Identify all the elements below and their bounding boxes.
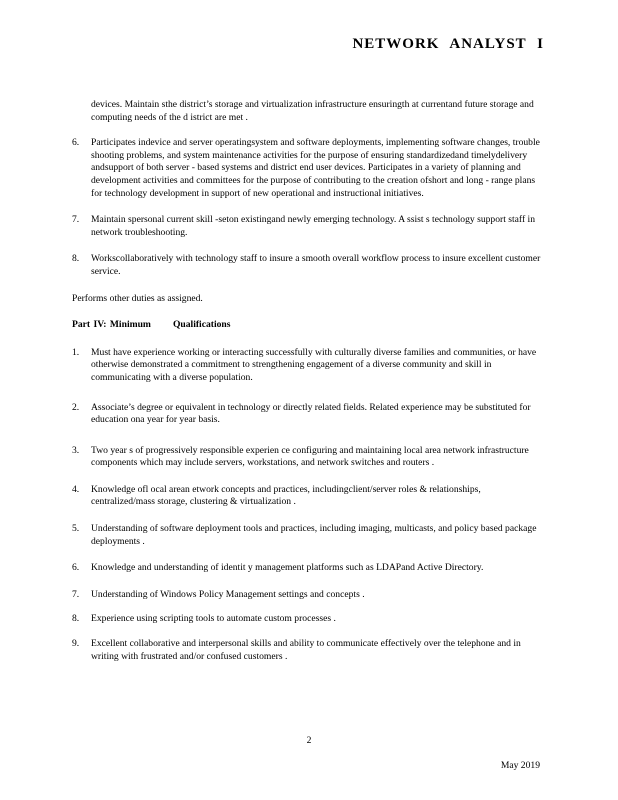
- duty-number: 8.: [72, 253, 80, 265]
- qualification-item-8: [72, 613, 542, 626]
- qualification-text: Excellent collaborative and interpersonal skills and ability to communicate effectively over the telephone and in writing with frustrated and/or confused customers .: [91, 638, 521, 662]
- qualification-item-4: [72, 484, 542, 509]
- qualification-number: 9.: [72, 638, 80, 650]
- qualification-number: 8.: [72, 613, 80, 625]
- qualification-number: 3.: [72, 444, 80, 456]
- qualification-item-7: [72, 589, 542, 602]
- section-part: Part IV: Minimum: [72, 319, 151, 331]
- document-title: NETWORK ANALYST I: [352, 36, 544, 52]
- qualification-number: 4.: [72, 483, 80, 495]
- qualification-item-9: [72, 638, 542, 663]
- duty-number: 6.: [72, 137, 80, 149]
- continued-paragraph: devices. Maintain sthe district’s storage and virtualization infrastructure ensuringth at currentand future storage and computing needs of the d istrict are met .: [91, 99, 534, 123]
- qualification-number: 1.: [72, 346, 80, 358]
- qualification-text: Experience using scripting tools to automate custom processes .: [91, 613, 336, 625]
- duty-text: Workscollaboratively with technology staff to insure a smooth overall workflow process to insure excellent customer service.: [91, 253, 541, 277]
- duty-text: Participates indevice and server operatingsystem and software deployments, implementing software changes, trouble shooting problems, and system maintenance activities for the purpose of ensuring standardizedand timelydelivery andsupport of both server - based systems and district end user devices. Participates in a variety of planning and development activities and committees for the purpose of contributing to the creation ofshort and long - range plans for technology development in support of new operational and instructional initiatives.: [91, 137, 540, 199]
- page-number: 2: [306, 735, 312, 746]
- qualification-text: Must have experience working or interacting successfully with culturally diverse families and communities, or have otherwise demonstrated a commitment to strengthening engagement of a diverse community and skill in communicating with a diverse population.: [91, 346, 537, 383]
- qualifications-list: [72, 347, 542, 664]
- duties-list: [72, 137, 542, 278]
- qualification-item-1: [72, 347, 542, 385]
- section-heading: [72, 319, 542, 332]
- document-body: [72, 99, 542, 663]
- qualification-number: 6.: [72, 562, 80, 574]
- qualification-item-6: [72, 562, 542, 575]
- duty-text: Maintain spersonal current skill -seton existingand newly emerging technology. A ssist s technology support staff in network troubleshooting.: [91, 214, 536, 238]
- duty-item-8: [72, 253, 542, 278]
- duty-number: 7.: [72, 214, 80, 226]
- footer-date: May 2019: [500, 760, 540, 771]
- qualification-number: 2.: [72, 401, 80, 413]
- other-duties-text: Performs other duties as assigned.: [72, 292, 203, 304]
- duty-item-6: [72, 137, 542, 200]
- qualification-item-5: [72, 523, 542, 548]
- qualification-text: Knowledge and understanding of identit y management platforms such as LDAPand Active Directory.: [91, 562, 484, 574]
- qualification-item-2: [72, 402, 542, 427]
- qualification-text: Knowledge ofl ocal arean etwork concepts and practices, includingclient/server roles & relationships, centralized/mass storage, clustering & virtualization .: [91, 483, 481, 508]
- qualification-text: Two year s of progressively responsible experien ce configuring and maintaining local area network infrastructure components which may include servers, workstations, and network switches and routers .: [91, 444, 529, 469]
- qualification-number: 7.: [72, 588, 80, 600]
- qualification-number: 5.: [72, 523, 80, 535]
- qualification-text: Understanding of Windows Policy Management settings and concepts .: [91, 588, 365, 600]
- duty-item-7: [72, 214, 542, 239]
- qualification-text: Associate’s degree or equivalent in technology or directly related fields. Related experience may be substituted for education ona year for year basis.: [91, 401, 531, 426]
- section-title: Qualifications: [172, 319, 231, 331]
- qualification-item-3: [72, 445, 542, 470]
- qualification-text: Understanding of software deployment tools and practices, including imaging, multicasts, and policy based package deployments .: [91, 523, 537, 547]
